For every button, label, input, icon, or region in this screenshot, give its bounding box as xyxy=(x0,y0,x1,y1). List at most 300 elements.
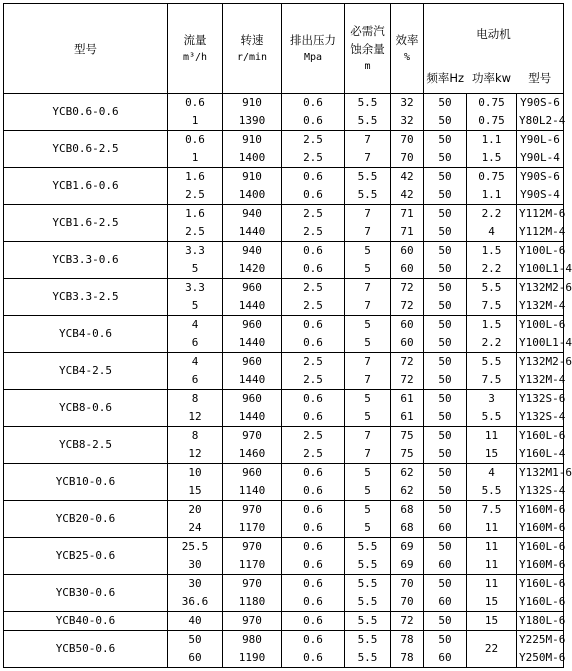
speed-value: 1460 xyxy=(238,447,266,460)
pressure-cell xyxy=(282,538,345,575)
efficiency-cell xyxy=(391,131,424,168)
power-value: 3 xyxy=(488,392,495,405)
model-cell xyxy=(4,390,168,427)
power-value: 11 xyxy=(484,577,499,590)
header-pressure: 排出压力 Mpa xyxy=(282,4,345,94)
frequency-value: 50 xyxy=(438,96,452,109)
power-value: 22 xyxy=(484,642,499,655)
frequency-value: 60 xyxy=(438,558,452,571)
speed-value: 960 xyxy=(242,466,262,479)
pressure-value: 0.6 xyxy=(303,114,323,127)
npsh-value: 5 xyxy=(364,410,371,423)
npsh-value: 5 xyxy=(364,521,371,534)
power-value: 1.1 xyxy=(481,188,502,201)
frequency-value: 50 xyxy=(438,299,452,312)
model-cell xyxy=(4,242,168,279)
efficiency-cell xyxy=(391,631,424,668)
power-value: 5.5 xyxy=(481,484,502,497)
speed-value: 1440 xyxy=(238,336,266,349)
model-value: YCB0.6-2.5 xyxy=(52,142,119,155)
power-value: 11 xyxy=(484,429,499,442)
model-cell xyxy=(4,631,168,668)
model-value: YCB8-0.6 xyxy=(59,401,112,414)
speed-value: 1400 xyxy=(238,151,266,164)
flow-cell xyxy=(168,538,223,575)
frequency-cell xyxy=(424,279,467,316)
frequency-value: 50 xyxy=(438,392,452,405)
motor-model-value: Y132S-4 xyxy=(519,484,566,497)
frequency-value: 50 xyxy=(438,336,452,349)
power-cell xyxy=(467,168,517,205)
header-efficiency: 效率 % xyxy=(391,4,424,94)
pressure-cell xyxy=(282,427,345,464)
speed-cell xyxy=(223,94,282,131)
flow-value: 2.5 xyxy=(185,225,205,238)
pressure-value: 0.6 xyxy=(303,96,323,109)
pressure-cell xyxy=(282,279,345,316)
efficiency-value: 72 xyxy=(400,373,414,386)
power-value: 7.5 xyxy=(481,373,502,386)
motor-model-value: Y90L-6 xyxy=(520,133,560,146)
model-value: YCB3.3-0.6 xyxy=(52,253,119,266)
power-value: 2.2 xyxy=(481,207,502,220)
model-value: YCB0.6-0.6 xyxy=(52,105,119,118)
flow-value: 20 xyxy=(188,503,202,516)
efficiency-value: 75 xyxy=(400,447,414,460)
speed-cell xyxy=(223,131,282,168)
power-value: 15 xyxy=(484,447,499,460)
power-value: 2.2 xyxy=(481,336,502,349)
pressure-value: 2.5 xyxy=(303,133,323,146)
model-cell xyxy=(4,464,168,501)
npsh-cell xyxy=(345,242,391,279)
power-cell xyxy=(467,316,517,353)
frequency-value: 50 xyxy=(438,133,452,146)
flow-value: 6 xyxy=(191,336,199,349)
power-value: 0.75 xyxy=(478,114,505,127)
flow-cell xyxy=(168,168,223,205)
power-cell xyxy=(467,464,517,501)
table-row xyxy=(4,390,564,427)
model-cell xyxy=(4,168,168,205)
header-model: 型号 xyxy=(4,4,168,94)
flow-value: 1.6 xyxy=(185,207,205,220)
motor-model-cell xyxy=(517,631,564,668)
power-value: 11 xyxy=(484,540,499,553)
power-cell xyxy=(467,575,517,612)
speed-value: 1170 xyxy=(238,521,266,534)
frequency-cell xyxy=(424,242,467,279)
frequency-value: 50 xyxy=(438,244,452,257)
pressure-value: 0.6 xyxy=(303,466,323,479)
flow-value: 24 xyxy=(188,521,202,534)
npsh-value: 5 xyxy=(364,262,371,275)
power-value: 1.5 xyxy=(481,244,502,257)
flow-cell xyxy=(168,279,223,316)
pressure-value: 0.6 xyxy=(303,595,323,608)
npsh-value: 5.5 xyxy=(357,651,378,664)
motor-model-cell xyxy=(517,427,564,464)
npsh-cell xyxy=(345,390,391,427)
efficiency-value: 60 xyxy=(400,336,414,349)
efficiency-cell xyxy=(391,612,424,631)
motor-model-value: Y160L-4 xyxy=(519,447,566,460)
efficiency-cell xyxy=(391,242,424,279)
speed-cell xyxy=(223,538,282,575)
model-cell xyxy=(4,575,168,612)
speed-value: 980 xyxy=(242,633,262,646)
pressure-cell xyxy=(282,353,345,390)
speed-cell xyxy=(223,353,282,390)
npsh-cell xyxy=(345,205,391,242)
pressure-value: 0.6 xyxy=(303,540,323,553)
pressure-value: 0.6 xyxy=(303,170,323,183)
frequency-value: 50 xyxy=(438,410,452,423)
motor-model-cell xyxy=(517,279,572,316)
frequency-cell xyxy=(424,353,467,390)
npsh-value: 5.5 xyxy=(357,577,378,590)
pressure-value: 0.6 xyxy=(303,633,323,646)
speed-value: 970 xyxy=(242,429,262,442)
flow-value: 0.6 xyxy=(185,133,205,146)
header-speed: 转速 r/min xyxy=(223,4,282,94)
frequency-value: 50 xyxy=(438,633,452,646)
speed-cell xyxy=(223,205,282,242)
frequency-value: 60 xyxy=(438,595,452,608)
frequency-value: 50 xyxy=(438,373,452,386)
power-cell xyxy=(467,94,517,131)
speed-value: 970 xyxy=(242,577,262,590)
flow-value: 60 xyxy=(188,651,202,664)
frequency-cell xyxy=(424,168,467,205)
speed-value: 960 xyxy=(242,281,262,294)
pressure-value: 0.6 xyxy=(303,521,323,534)
flow-value: 36.6 xyxy=(181,595,209,608)
npsh-value: 5.5 xyxy=(357,188,378,201)
efficiency-value: 69 xyxy=(400,558,414,571)
npsh-value: 5.5 xyxy=(357,540,378,553)
efficiency-cell xyxy=(391,575,424,612)
efficiency-value: 72 xyxy=(400,299,414,312)
speed-value: 940 xyxy=(242,207,262,220)
frequency-cell xyxy=(424,575,467,612)
motor-model-value: Y100L-6 xyxy=(519,318,566,331)
npsh-cell xyxy=(345,575,391,612)
table-row xyxy=(4,205,564,242)
npsh-value: 7 xyxy=(364,207,371,220)
flow-cell xyxy=(168,242,223,279)
motor-model-cell xyxy=(517,612,564,631)
flow-value: 8 xyxy=(191,429,199,442)
power-value: 7.5 xyxy=(481,299,502,312)
model-cell xyxy=(4,427,168,464)
model-cell xyxy=(4,94,168,131)
npsh-cell xyxy=(345,612,391,631)
motor-model-value: Y132M2-6 xyxy=(519,281,572,294)
efficiency-value: 32 xyxy=(400,114,414,127)
frequency-value: 50 xyxy=(438,262,452,275)
motor-model-value: Y132S-4 xyxy=(519,410,566,423)
motor-model-value: Y132S-6 xyxy=(519,392,566,405)
pressure-value: 0.6 xyxy=(303,484,323,497)
flow-value: 2.5 xyxy=(185,188,205,201)
pressure-value: 2.5 xyxy=(303,281,323,294)
pressure-value: 0.6 xyxy=(303,503,323,516)
motor-model-cell xyxy=(517,353,572,390)
pressure-value: 2.5 xyxy=(303,355,323,368)
header-npsh: 必需汽 蚀余量 m xyxy=(345,4,391,94)
header-row xyxy=(4,4,564,64)
power-value: 1.5 xyxy=(481,151,502,164)
table-row xyxy=(4,279,564,316)
pressure-value: 0.6 xyxy=(303,262,323,275)
efficiency-value: 72 xyxy=(400,281,414,294)
pump-spec-table xyxy=(3,3,572,668)
motor-model-value: Y100L1-4 xyxy=(519,336,572,349)
speed-cell xyxy=(223,501,282,538)
power-value: 11 xyxy=(484,521,499,534)
motor-model-value: Y160M-6 xyxy=(519,521,566,534)
efficiency-cell xyxy=(391,94,424,131)
speed-value: 1420 xyxy=(238,262,266,275)
pressure-value: 2.5 xyxy=(303,151,323,164)
speed-value: 1190 xyxy=(238,651,266,664)
pressure-cell xyxy=(282,575,345,612)
power-cell xyxy=(467,501,517,538)
frequency-cell xyxy=(424,612,467,631)
flow-value: 25.5 xyxy=(181,540,209,553)
flow-cell xyxy=(168,427,223,464)
efficiency-value: 70 xyxy=(400,577,414,590)
flow-value: 1.6 xyxy=(185,170,205,183)
power-value: 4 xyxy=(488,225,495,238)
power-value: 0.75 xyxy=(478,96,505,109)
power-value: 5.5 xyxy=(481,281,502,294)
frequency-cell xyxy=(424,316,467,353)
efficiency-cell xyxy=(391,205,424,242)
power-value: 7.5 xyxy=(481,503,502,516)
table-row xyxy=(4,501,564,538)
speed-value: 1180 xyxy=(238,595,266,608)
speed-value: 960 xyxy=(242,392,262,405)
motor-model-value: Y80L2-4 xyxy=(519,114,566,127)
npsh-value: 5 xyxy=(364,484,371,497)
npsh-cell xyxy=(345,316,391,353)
model-cell xyxy=(4,612,168,631)
efficiency-value: 70 xyxy=(400,595,414,608)
table-row xyxy=(4,612,564,631)
frequency-cell xyxy=(424,538,467,575)
power-cell xyxy=(467,279,517,316)
speed-value: 970 xyxy=(242,540,262,553)
npsh-value: 7 xyxy=(364,373,371,386)
flow-value: 4 xyxy=(191,318,199,331)
flow-cell xyxy=(168,575,223,612)
pressure-cell xyxy=(282,131,345,168)
motor-model-value: Y90S-6 xyxy=(520,170,560,183)
speed-value: 1400 xyxy=(238,188,266,201)
pressure-value: 0.6 xyxy=(303,244,323,257)
motor-model-value: Y160M-6 xyxy=(519,558,566,571)
speed-value: 970 xyxy=(242,503,262,516)
power-value: 5.5 xyxy=(481,410,502,423)
pressure-value: 2.5 xyxy=(303,447,323,460)
speed-value: 1440 xyxy=(238,410,266,423)
flow-cell xyxy=(168,131,223,168)
power-cell xyxy=(467,205,517,242)
pressure-cell xyxy=(282,612,345,631)
npsh-value: 5 xyxy=(364,392,371,405)
efficiency-cell xyxy=(391,464,424,501)
npsh-value: 7 xyxy=(364,355,371,368)
flow-value: 12 xyxy=(188,447,202,460)
speed-value: 1170 xyxy=(238,558,266,571)
frequency-value: 60 xyxy=(438,521,452,534)
speed-cell xyxy=(223,464,282,501)
table-row xyxy=(4,575,564,612)
frequency-value: 50 xyxy=(438,318,452,331)
efficiency-value: 75 xyxy=(400,429,414,442)
model-value: YCB25-0.6 xyxy=(55,549,116,562)
npsh-value: 7 xyxy=(364,225,371,238)
power-cell xyxy=(467,390,517,427)
frequency-value: 60 xyxy=(438,651,452,664)
motor-model-cell xyxy=(517,242,572,279)
power-cell xyxy=(467,612,517,631)
motor-model-value: Y90L-4 xyxy=(520,151,560,164)
speed-cell xyxy=(223,575,282,612)
npsh-cell xyxy=(345,94,391,131)
efficiency-value: 60 xyxy=(400,318,414,331)
npsh-value: 5 xyxy=(364,336,371,349)
table-row xyxy=(4,131,564,168)
motor-model-value: Y100L-6 xyxy=(519,244,566,257)
flow-value: 1 xyxy=(191,151,199,164)
model-value: YCB30-0.6 xyxy=(55,586,116,599)
flow-cell xyxy=(168,390,223,427)
frequency-value: 50 xyxy=(438,225,452,238)
npsh-cell xyxy=(345,631,391,668)
pressure-value: 2.5 xyxy=(303,299,323,312)
pressure-value: 0.6 xyxy=(303,318,323,331)
model-value: YCB4-2.5 xyxy=(59,364,112,377)
efficiency-value: 68 xyxy=(400,503,414,516)
model-value: YCB1.6-2.5 xyxy=(52,216,119,229)
speed-cell xyxy=(223,279,282,316)
model-cell xyxy=(4,501,168,538)
header-motor-model: 型号 xyxy=(517,64,564,94)
efficiency-value: 61 xyxy=(400,410,414,423)
pressure-value: 0.6 xyxy=(303,614,323,627)
header-motor: 电动机 xyxy=(424,4,564,64)
motor-model-value: Y132M1-6 xyxy=(519,466,572,479)
efficiency-value: 72 xyxy=(400,614,414,627)
npsh-value: 5.5 xyxy=(357,96,378,109)
motor-model-value: Y250M-6 xyxy=(519,651,566,664)
flow-value: 30 xyxy=(188,558,202,571)
npsh-cell xyxy=(345,279,391,316)
frequency-value: 50 xyxy=(438,188,452,201)
motor-model-cell xyxy=(517,316,572,353)
power-value: 15 xyxy=(484,614,499,627)
power-cell xyxy=(467,131,517,168)
frequency-cell xyxy=(424,427,467,464)
npsh-cell xyxy=(345,131,391,168)
model-value: YCB3.3-2.5 xyxy=(52,290,119,303)
npsh-value: 7 xyxy=(364,281,371,294)
speed-value: 910 xyxy=(242,96,262,109)
pressure-cell xyxy=(282,168,345,205)
frequency-value: 50 xyxy=(438,503,452,516)
frequency-value: 50 xyxy=(438,281,452,294)
speed-value: 960 xyxy=(242,355,262,368)
motor-model-cell xyxy=(517,94,564,131)
motor-model-cell xyxy=(517,390,564,427)
flow-value: 1 xyxy=(191,114,199,127)
pressure-cell xyxy=(282,316,345,353)
motor-model-value: Y90S-6 xyxy=(520,96,560,109)
efficiency-cell xyxy=(391,353,424,390)
efficiency-value: 62 xyxy=(400,466,414,479)
npsh-value: 7 xyxy=(364,299,371,312)
speed-cell xyxy=(223,316,282,353)
motor-model-value: Y132M2-6 xyxy=(519,355,572,368)
pressure-value: 0.6 xyxy=(303,188,323,201)
speed-cell xyxy=(223,242,282,279)
model-value: YCB20-0.6 xyxy=(55,512,116,525)
npsh-cell xyxy=(345,464,391,501)
speed-cell xyxy=(223,612,282,631)
efficiency-cell xyxy=(391,538,424,575)
motor-model-value: Y132M-4 xyxy=(519,373,566,386)
efficiency-value: 71 xyxy=(400,225,414,238)
power-cell xyxy=(467,427,517,464)
efficiency-value: 60 xyxy=(400,262,414,275)
pressure-value: 2.5 xyxy=(303,373,323,386)
efficiency-value: 70 xyxy=(400,151,414,164)
motor-model-cell xyxy=(517,131,564,168)
motor-model-cell xyxy=(517,575,564,612)
flow-value: 5 xyxy=(191,262,199,275)
flow-cell xyxy=(168,353,223,390)
efficiency-value: 60 xyxy=(400,244,414,257)
speed-value: 1440 xyxy=(238,299,266,312)
pressure-value: 0.6 xyxy=(303,336,323,349)
table-row xyxy=(4,242,564,279)
frequency-cell xyxy=(424,205,467,242)
model-cell xyxy=(4,131,168,168)
efficiency-value: 71 xyxy=(400,207,414,220)
npsh-value: 5 xyxy=(364,466,371,479)
power-value: 0.75 xyxy=(478,170,505,183)
pressure-value: 0.6 xyxy=(303,392,323,405)
power-value: 5.5 xyxy=(481,355,502,368)
npsh-cell xyxy=(345,538,391,575)
efficiency-value: 68 xyxy=(400,521,414,534)
frequency-value: 50 xyxy=(438,466,452,479)
pressure-cell xyxy=(282,631,345,668)
motor-model-value: Y225M-6 xyxy=(519,633,566,646)
flow-value: 15 xyxy=(188,484,202,497)
flow-cell xyxy=(168,94,223,131)
model-cell xyxy=(4,316,168,353)
speed-cell xyxy=(223,168,282,205)
pressure-cell xyxy=(282,205,345,242)
flow-value: 12 xyxy=(188,410,202,423)
motor-model-value: Y112M-6 xyxy=(519,207,566,220)
pressure-value: 0.6 xyxy=(303,410,323,423)
npsh-value: 5.5 xyxy=(357,170,378,183)
